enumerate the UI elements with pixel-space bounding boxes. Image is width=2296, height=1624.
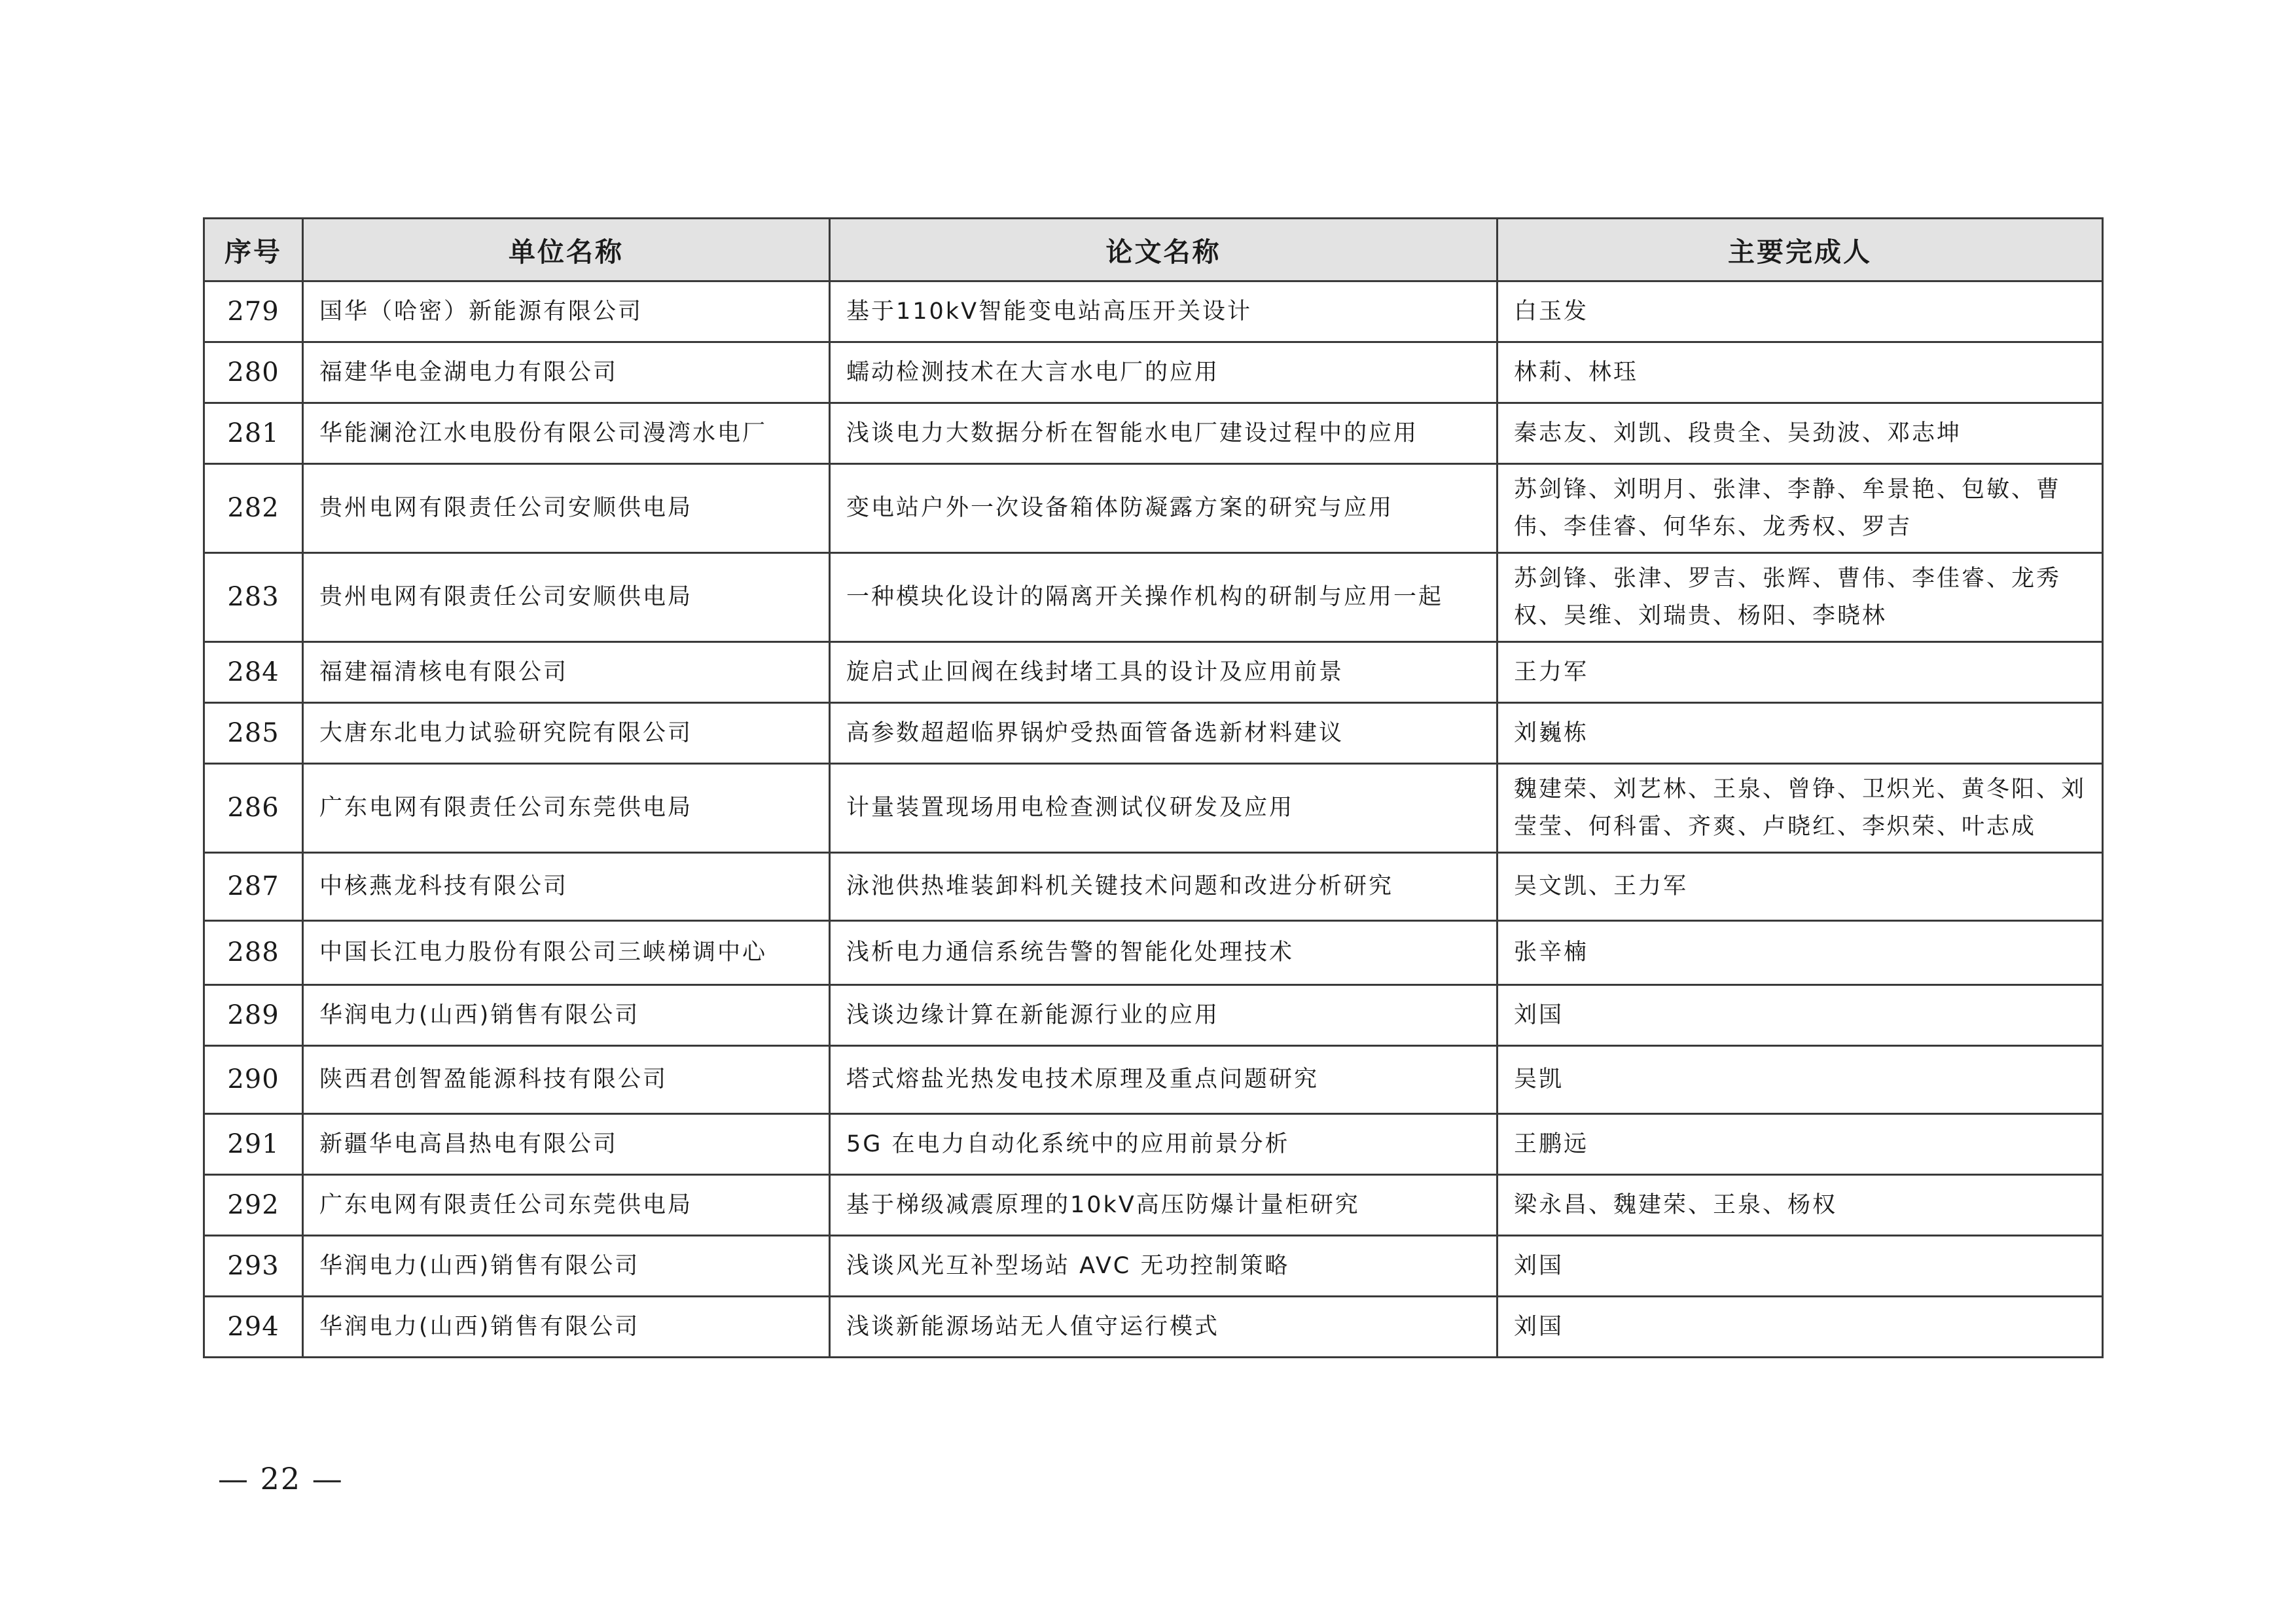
- paper-cell: 浅谈边缘计算在新能源行业的应用: [830, 985, 1498, 1046]
- people-cell: 刘巍栋: [1498, 703, 2103, 764]
- seq-cell: 282: [204, 464, 303, 553]
- table-row: [204, 1114, 2103, 1175]
- table-row: [204, 703, 2103, 764]
- table-row: [204, 281, 2103, 342]
- paper-cell: 塔式熔盐光热发电技术原理及重点问题研究: [830, 1046, 1498, 1114]
- table-row: [204, 1046, 2103, 1114]
- unit-cell: 中国长江电力股份有限公司三峡梯调中心: [303, 921, 830, 985]
- people-cell: 刘国: [1498, 985, 2103, 1046]
- seq-cell: 294: [204, 1297, 303, 1358]
- paper-cell: 泳池供热堆装卸料机关键技术问题和改进分析研究: [830, 853, 1498, 921]
- paper-cell: 5G 在电力自动化系统中的应用前景分析: [830, 1114, 1498, 1175]
- seq-cell: 287: [204, 853, 303, 921]
- unit-cell: 新疆华电高昌热电有限公司: [303, 1114, 830, 1175]
- seq-cell: 283: [204, 553, 303, 642]
- paper-cell: 一种模块化设计的隔离开关操作机构的研制与应用一起: [830, 553, 1498, 642]
- table-row: [204, 853, 2103, 921]
- seq-cell: 290: [204, 1046, 303, 1114]
- unit-cell: 华润电力(山西)销售有限公司: [303, 1236, 830, 1297]
- table-row: [204, 764, 2103, 853]
- paper-cell: 计量装置现场用电检查测试仪研发及应用: [830, 764, 1498, 853]
- unit-cell: 广东电网有限责任公司东莞供电局: [303, 764, 830, 853]
- seq-cell: 286: [204, 764, 303, 853]
- seq-cell: 279: [204, 281, 303, 342]
- table-row: [204, 553, 2103, 642]
- people-cell: 王力军: [1498, 642, 2103, 703]
- unit-cell: 贵州电网有限责任公司安顺供电局: [303, 553, 830, 642]
- paper-cell: 变电站户外一次设备箱体防凝露方案的研究与应用: [830, 464, 1498, 553]
- people-cell: 魏建荣、刘艺林、王泉、曾铮、卫炽光、黄冬阳、刘莹莹、何科雷、齐爽、卢晓红、李炽荣、叶志成: [1498, 764, 2103, 853]
- table-row: [204, 985, 2103, 1046]
- seq-cell: 288: [204, 921, 303, 985]
- header-paper: 论文名称: [830, 219, 1498, 281]
- unit-cell: 贵州电网有限责任公司安顺供电局: [303, 464, 830, 553]
- header-people: 主要完成人: [1498, 219, 2103, 281]
- unit-cell: 大唐东北电力试验研究院有限公司: [303, 703, 830, 764]
- table-row: [204, 1175, 2103, 1236]
- people-cell: 梁永昌、魏建荣、王泉、杨权: [1498, 1175, 2103, 1236]
- people-cell: 苏剑锋、刘明月、张津、李静、牟景艳、包敏、曹伟、李佳睿、何华东、龙秀权、罗吉: [1498, 464, 2103, 553]
- table-row: [204, 1236, 2103, 1297]
- paper-cell: 旋启式止回阀在线封堵工具的设计及应用前景: [830, 642, 1498, 703]
- award-paper-table: [203, 217, 2104, 1358]
- table-row: [204, 464, 2103, 553]
- seq-cell: 289: [204, 985, 303, 1046]
- people-cell: 吴凯: [1498, 1046, 2103, 1114]
- unit-cell: 中核燕龙科技有限公司: [303, 853, 830, 921]
- paper-cell: 浅谈风光互补型场站 AVC 无功控制策略: [830, 1236, 1498, 1297]
- unit-cell: 华能澜沧江水电股份有限公司漫湾水电厂: [303, 403, 830, 464]
- unit-cell: 华润电力(山西)销售有限公司: [303, 985, 830, 1046]
- table-row: [204, 921, 2103, 985]
- seq-cell: 293: [204, 1236, 303, 1297]
- seq-cell: 280: [204, 342, 303, 403]
- people-cell: 刘国: [1498, 1297, 2103, 1358]
- table-row: [204, 403, 2103, 464]
- unit-cell: 福建福清核电有限公司: [303, 642, 830, 703]
- table-row: [204, 1297, 2103, 1358]
- unit-cell: 华润电力(山西)销售有限公司: [303, 1297, 830, 1358]
- paper-cell: 浅谈电力大数据分析在智能水电厂建设过程中的应用: [830, 403, 1498, 464]
- seq-cell: 292: [204, 1175, 303, 1236]
- paper-cell: 浅谈新能源场站无人值守运行模式: [830, 1297, 1498, 1358]
- seq-cell: 291: [204, 1114, 303, 1175]
- seq-cell: 285: [204, 703, 303, 764]
- people-cell: 苏剑锋、张津、罗吉、张辉、曹伟、李佳睿、龙秀权、吴维、刘瑞贵、杨阳、李晓林: [1498, 553, 2103, 642]
- seq-cell: 284: [204, 642, 303, 703]
- page-number: — 22 —: [218, 1461, 344, 1496]
- unit-cell: 国华（哈密）新能源有限公司: [303, 281, 830, 342]
- people-cell: 王鹏远: [1498, 1114, 2103, 1175]
- paper-cell: 浅析电力通信系统告警的智能化处理技术: [830, 921, 1498, 985]
- table-row: [204, 342, 2103, 403]
- unit-cell: 广东电网有限责任公司东莞供电局: [303, 1175, 830, 1236]
- paper-cell: 基于110kV智能变电站高压开关设计: [830, 281, 1498, 342]
- header-row: [204, 219, 2103, 281]
- paper-cell: 高参数超超临界锅炉受热面管备选新材料建议: [830, 703, 1498, 764]
- table-row: [204, 642, 2103, 703]
- table-body: [204, 281, 2103, 1358]
- people-cell: 张辛楠: [1498, 921, 2103, 985]
- paper-cell: 基于梯级减震原理的10kV高压防爆计量柜研究: [830, 1175, 1498, 1236]
- people-cell: 白玉发: [1498, 281, 2103, 342]
- people-cell: 秦志友、刘凯、段贵全、吴劲波、邓志坤: [1498, 403, 2103, 464]
- seq-cell: 281: [204, 403, 303, 464]
- header-unit: 单位名称: [303, 219, 830, 281]
- unit-cell: 福建华电金湖电力有限公司: [303, 342, 830, 403]
- people-cell: 刘国: [1498, 1236, 2103, 1297]
- table-header: [204, 219, 2103, 281]
- people-cell: 吴文凯、王力军: [1498, 853, 2103, 921]
- paper-cell: 蠕动检测技术在大言水电厂的应用: [830, 342, 1498, 403]
- unit-cell: 陕西君创智盈能源科技有限公司: [303, 1046, 830, 1114]
- people-cell: 林莉、林珏: [1498, 342, 2103, 403]
- header-seq: 序号: [204, 219, 303, 281]
